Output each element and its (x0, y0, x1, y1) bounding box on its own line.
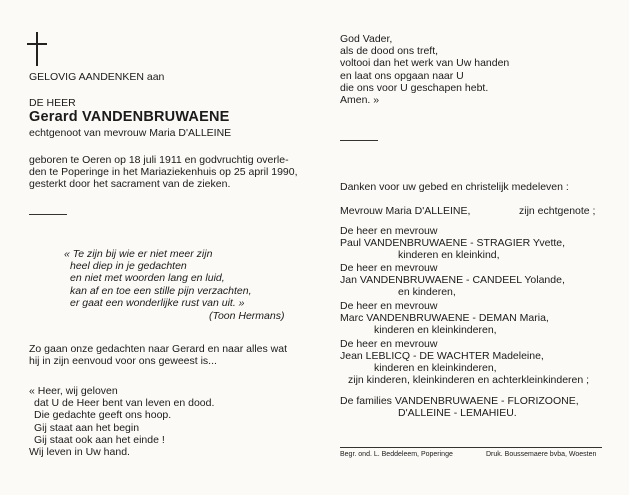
quote-line: en niet met woorden lang en luid, (70, 272, 225, 285)
family-names: Jean LEBLICQ - DE WACHTER Madeleine, (340, 350, 544, 362)
family-role: en kinderen, (398, 286, 456, 298)
header-line: GELOVIG AANDENKEN aan (29, 71, 165, 83)
family-role: kinderen en kleinkinderen, (374, 324, 497, 336)
divider (29, 214, 67, 215)
deceased-name: Gerard VANDENBRUWAENE (29, 109, 230, 125)
families-line: De families VANDENBRUWAENE - FLORIZOONE, (340, 395, 579, 407)
prayer-line: Wij leven in Uw hand. (29, 446, 130, 459)
quote-author: (Toon Hermans) (209, 310, 285, 322)
prayer-right (340, 33, 509, 106)
prayer-line: voltooi dan het werk van Uw handen (340, 57, 510, 70)
quote-line: « Te zijn bij wie er niet meer zijn (64, 248, 213, 260)
prayer-line: Gij staat aan het begin (34, 421, 140, 434)
quote-line: kan af en toe een stille pijn verzachten, (70, 284, 252, 297)
quote-line: er gaat een wonderlijke rust van uit. » (70, 296, 245, 309)
birth-line: den te Poperinge in het Mariaziekenhuis op 25 april 1990, (29, 166, 298, 179)
footer-printer: Druk. Boussemaere bvba, Woesten (486, 451, 597, 458)
family-intro: De heer en mevrouw (340, 225, 438, 237)
thought-line: Zo gaan onze gedachten naar Gerard en naar alles wat (29, 343, 288, 355)
family-names: Paul VANDENBRUWAENE - STRAGIER Yvette, (340, 237, 566, 249)
family-intro: De heer en mevrouw (340, 300, 438, 312)
prayer-line: Die gedachte geeft ons hoop. (34, 409, 172, 422)
prayer-line: Amen. » (340, 94, 380, 107)
family-names: Marc VANDENBRUWAENE - DEMAN Maria, (340, 312, 549, 324)
divider (340, 140, 378, 141)
birth-line: gesterkt door het sacrament van de zieken. (29, 178, 231, 191)
cross-icon (27, 32, 47, 66)
prayer-line: als de dood ons treft, (340, 45, 439, 58)
families-line: D'ALLEINE - LEMAHIEU. (398, 407, 517, 419)
prayer-line: Gij staat ook aan het einde ! (34, 433, 165, 446)
footer-funeral-home: Begr. ond. L. Beddeleem, Poperinge (340, 451, 453, 458)
thought-text (29, 343, 287, 367)
spouse-role: zijn echtgenote ; (519, 205, 596, 217)
spouse-line: echtgenoot van mevrouw Maria D'ALLEINE (29, 127, 232, 139)
prayer-line: dat U de Heer bent van leven en dood. (34, 397, 215, 410)
prayer-line: en laat ons opgaan naar U (340, 69, 464, 82)
family-role: kinderen en kleinkinderen, (374, 362, 497, 374)
thanks-line: Danken voor uw gebed en christelijk medeleven : (340, 181, 569, 193)
quote-line: heel diep in je gedachten (70, 260, 187, 273)
prayer-line: « Heer, wij geloven (29, 385, 118, 397)
family-intro: De heer en mevrouw (340, 338, 438, 350)
family-names: Jan VANDENBRUWAENE - CANDEEL Yolande, (340, 274, 565, 286)
prayer-left (29, 385, 214, 458)
thought-line: hij in zijn eenvoud voor ons geweest is... (29, 355, 217, 368)
family-intro: De heer en mevrouw (340, 262, 438, 274)
quote (64, 248, 252, 309)
prayer-line: God Vader, (340, 33, 393, 45)
grandchildren-line: zijn kinderen, kleinkinderen en achterkleinkinderen ; (348, 374, 590, 386)
footer-rule (340, 447, 602, 448)
family-role: kinderen en kleinkind, (398, 249, 500, 261)
prayer-line: die ons voor U geschapen hebt. (340, 81, 489, 94)
birth-line: geboren te Oeren op 18 juli 1911 en godvruchtig overle- (29, 154, 289, 166)
title: DE HEER (29, 97, 76, 109)
birth-death-text (29, 154, 298, 191)
spouse-name: Mevrouw Maria D'ALLEINE, (340, 205, 471, 217)
